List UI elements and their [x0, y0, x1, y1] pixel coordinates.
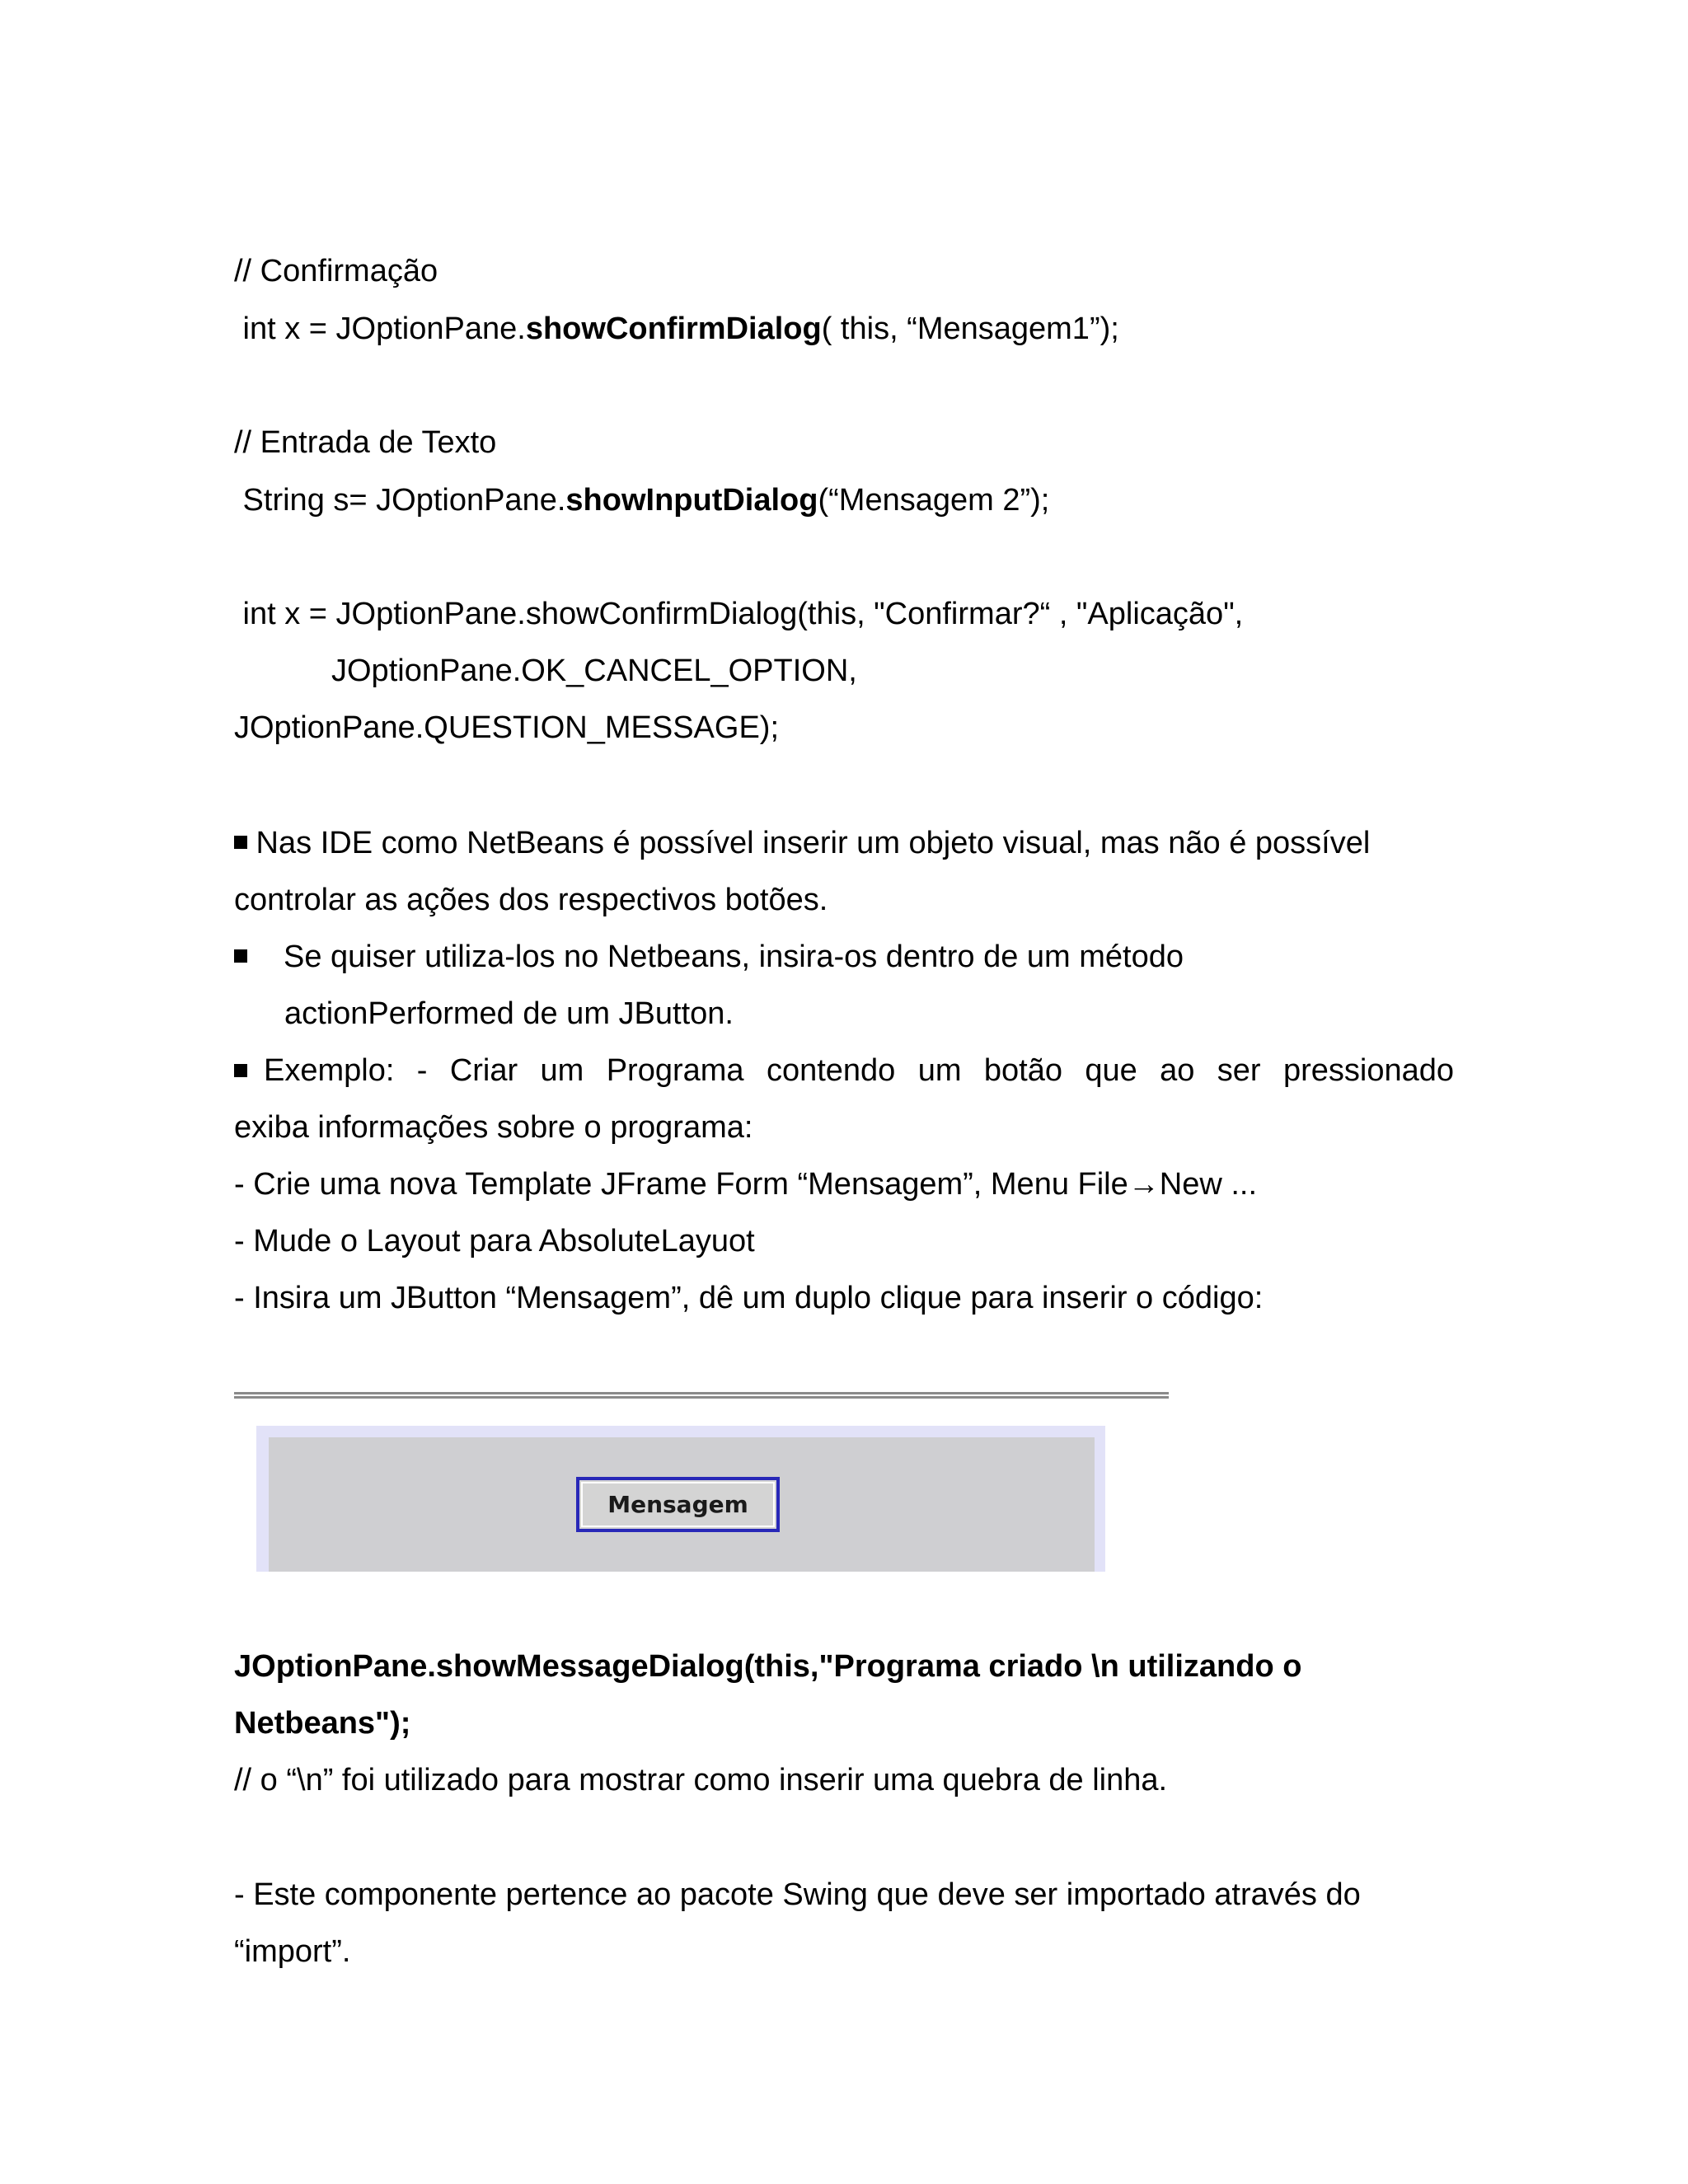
bullet-action-performed — [234, 938, 1184, 976]
square-bullet-icon — [234, 1064, 247, 1077]
note-swing-package: - Este componente pertence ao pacote Swing que deve ser importado através do — [234, 1877, 1361, 1912]
method-name-bold: showInputDialog — [565, 483, 818, 518]
comment-line-break: // o “\n” foi utilizado para mostrar como inserir uma quebra de linha. — [234, 1763, 1168, 1797]
code-show-message-dialog: JOptionPane.showMessageDialog(this,"Programa criado \n utilizando o — [234, 1649, 1302, 1684]
comment-confirmacao: // Confirmação — [234, 254, 438, 288]
code-confirm-line-2: JOptionPane.OK_CANCEL_OPTION, — [331, 654, 857, 688]
divider — [234, 1392, 1169, 1399]
square-bullet-icon — [234, 949, 247, 963]
step-create-template — [234, 1165, 1257, 1203]
comment-entrada-de-texto: // Entrada de Texto — [234, 425, 497, 460]
mensagem-button[interactable]: Mensagem — [576, 1477, 780, 1532]
bullet-exemplo-cont: exiba informações sobre o programa: — [234, 1110, 753, 1145]
bullet-text: Exemplo: - Criar um Programa contendo um botão que ao ser pressionado — [264, 1053, 1454, 1088]
code-confirm-line-3: JOptionPane.QUESTION_MESSAGE); — [234, 710, 780, 745]
method-name-bold: showConfirmDialog — [525, 312, 822, 346]
bullet-text: Se quiser utiliza-los no Netbeans, insira-os dentro de um método — [284, 940, 1184, 974]
note-swing-package-cont: “import”. — [234, 1934, 351, 1969]
bullet-netbeans — [234, 824, 1370, 862]
step-change-layout: - Mude o Layout para AbsoluteLayuot — [234, 1224, 755, 1258]
square-bullet-icon — [234, 836, 247, 849]
bullet-netbeans-cont: controlar as ações dos respectivos botões. — [234, 883, 828, 917]
code-confirm-line-1: int x = JOptionPane.showConfirmDialog(this, "Confirmar?“ , "Aplicação", — [234, 597, 1244, 631]
arrow-right-icon: → — [1128, 1167, 1160, 1202]
code-text: String s= JOptionPane. — [234, 483, 566, 518]
code-show-input-dialog — [234, 481, 1049, 519]
step-insert-jbutton: - Insira um JButton “Mensagem”, dê um duplo clique para inserir o código: — [234, 1281, 1264, 1315]
code-show-confirm-dialog — [234, 310, 1119, 348]
step-text: - Crie uma nova Template JFrame Form “Mensagem”, Menu File — [234, 1167, 1128, 1202]
bullet-text: Nas IDE como NetBeans é possível inserir um objeto visual, mas não é possível — [247, 826, 1371, 860]
code-text: int x = JOptionPane. — [234, 312, 526, 346]
step-text: New ... — [1159, 1167, 1257, 1202]
bullet-action-performed-cont: actionPerformed de um JButton. — [284, 996, 734, 1031]
code-text: ( this, “Mensagem1”); — [821, 312, 1119, 346]
code-text: (“Mensagem 2”); — [818, 483, 1050, 518]
code-show-message-dialog-cont: Netbeans"); — [234, 1706, 411, 1741]
bullet-exemplo — [234, 1052, 1454, 1090]
